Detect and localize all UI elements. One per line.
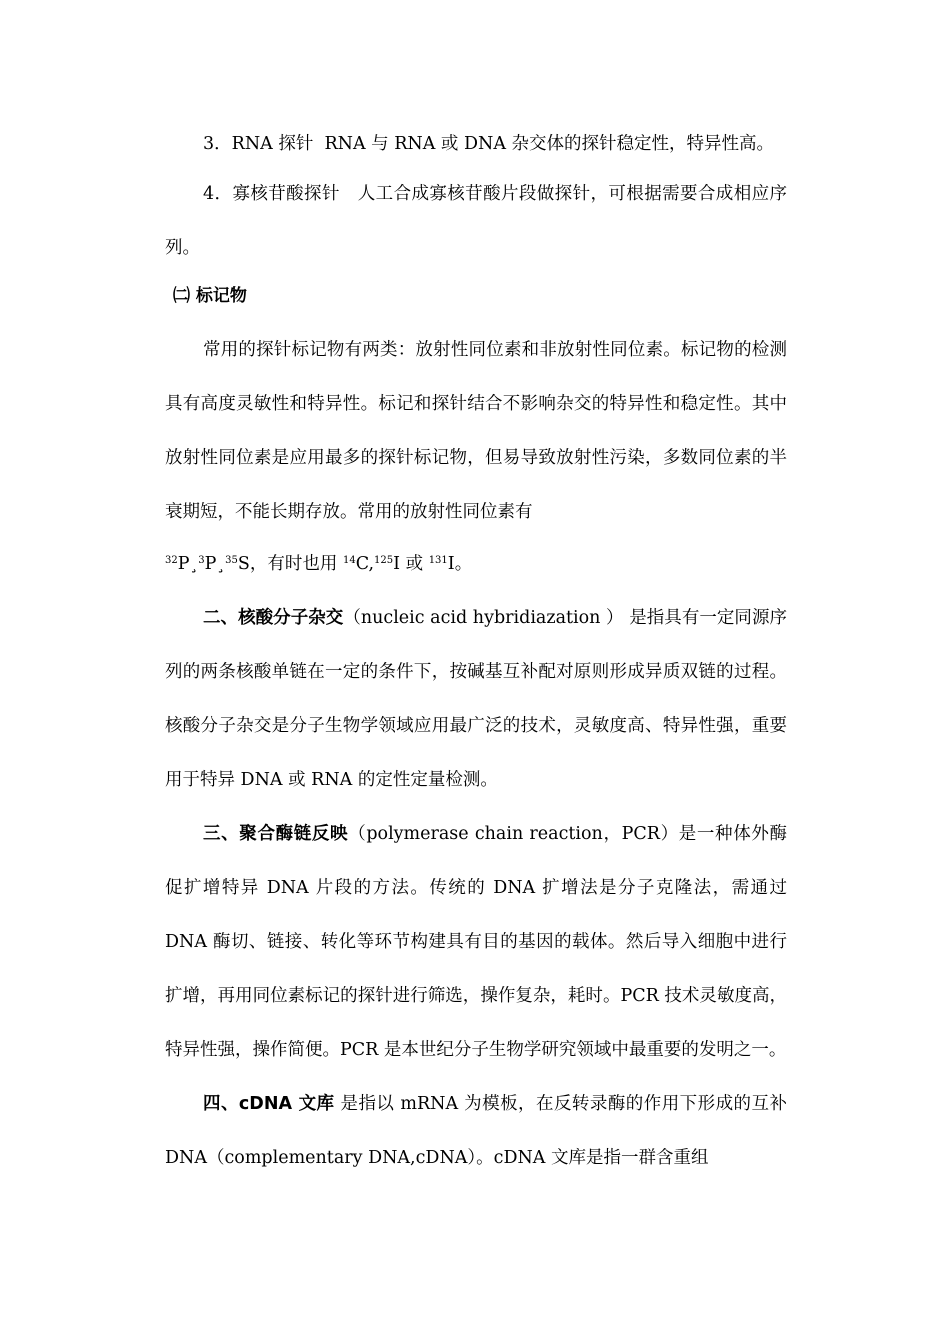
pcr-title: 三、聚合酶链反映 xyxy=(203,824,349,844)
p32-mass: 32 xyxy=(165,555,178,566)
item-4-number: 4． xyxy=(203,184,233,204)
section-heading-markers: ㈡ 标记物 xyxy=(173,286,247,306)
c14-mass: 14 xyxy=(342,555,356,566)
p33-mass: 3 xyxy=(198,555,205,566)
item-4-text: 人工合成寡核苷酸片段做探针，可根据需要合成相应序列。 xyxy=(165,184,788,258)
hybridization-paragraph xyxy=(165,591,787,807)
s35-symbol: S xyxy=(237,554,250,574)
i131-symbol: I。 xyxy=(447,554,473,574)
p33-symbol: P xyxy=(204,554,217,574)
s35-mass: 35 xyxy=(225,555,238,566)
cdna-title: 四、cDNA 文库 xyxy=(203,1094,335,1114)
cdna-paragraph xyxy=(165,1077,787,1185)
i131-mass: 131 xyxy=(428,555,448,566)
i125-mass: 125 xyxy=(374,555,394,566)
isotope-line xyxy=(165,551,787,577)
item-3-number: 3． xyxy=(203,134,232,154)
pcr-english: （polymerase chain reaction，PCR） xyxy=(348,824,679,844)
i125-symbol: I 或 xyxy=(393,554,429,574)
p32-symbol: P xyxy=(177,554,190,574)
hybridization-text: 是指具有一定同源序列的两条核酸单链在一定的条件下，按碱基互补配对原则形成异质双链的过程。核酸分子杂交是分子生物学领域应用最广泛的技术，灵敏度高、特异性强，重要用于特异 DNA 或 RNA 的定性定量检测。 xyxy=(165,608,788,790)
hybridization-english: （nucleic acid hybridiazation ） xyxy=(343,608,624,628)
isotope-text: ，有时也用 xyxy=(249,554,343,574)
pcr-text: 是一种体外酶促扩增特异 DNA 片段的方法。传统的 DNA 扩增法是分子克隆法，需通过 DNA 酶切、链接、转化等环节构建具有目的基因的载体。然后导入细胞中进行扩增，再用同位素标记的探针进行筛选，操作复杂，耗时。PCR 技术灵敏度高，特异性强，操作简便。PCR 是本世纪分子生物学研究领域中最重要的发明之一。 xyxy=(165,824,788,1060)
isotope-separator: ¸ xyxy=(216,554,226,574)
item-3-text: RNA 与 RNA 或 DNA 杂交体的探针稳定性，特异性高。 xyxy=(324,134,775,154)
item-4-title: 寡核苷酸探针 xyxy=(232,184,340,204)
document-page xyxy=(165,118,787,1185)
markers-paragraph xyxy=(165,323,787,539)
cdna-text: 是指以 mRNA 为模板，在反转录酶的作用下形成的互补 DNA（complementary DNA,cDNA）。cDNA 文库是指一群含重组 xyxy=(165,1094,787,1168)
item-3-title: RNA 探针 xyxy=(231,134,314,154)
isotope-separator: ¸ xyxy=(189,554,199,574)
item-3 xyxy=(165,131,787,157)
c14-symbol: C, xyxy=(355,554,375,574)
markers-body: 常用的探针标记物有两类：放射性同位素和非放射性同位素。标记物的检测具有高度灵敏性和特异性。标记和探针结合不影响杂交的特异性和稳定性。其中放射性同位素是应用最多的探针标记物，但易导致放射性污染，多数同位素的半衰期短，不能长期存放。常用的放射性同位素有 xyxy=(165,340,787,522)
hybridization-title: 二、核酸分子杂交 xyxy=(203,608,344,628)
pcr-paragraph xyxy=(165,807,787,1077)
item-4 xyxy=(165,167,787,275)
